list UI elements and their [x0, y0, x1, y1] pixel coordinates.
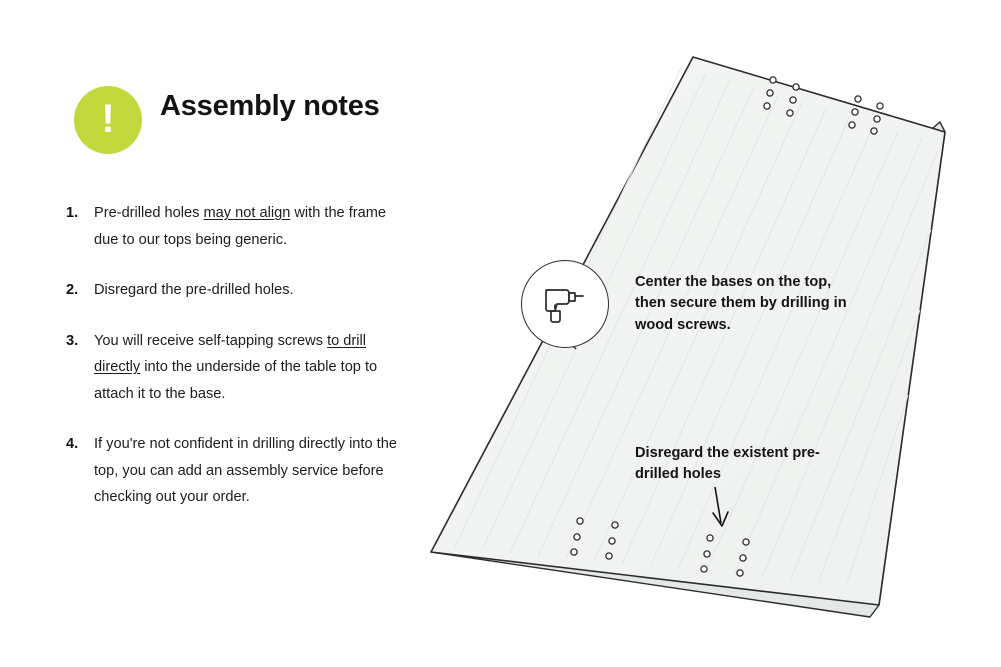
list-item-text: [94, 282, 294, 298]
callout-center-bases: Center the bases on the top, then secure them by drilling in wood screws.: [635, 274, 847, 333]
text-part: Pre-drilled holes: [94, 205, 204, 221]
page-title: Assembly notes: [160, 90, 380, 122]
header-block: [74, 86, 380, 154]
list-item-number: 1.: [66, 205, 79, 221]
list-item-number: 3.: [66, 332, 79, 349]
text-part-underlined: to drill directly: [94, 332, 367, 376]
list-item: [66, 431, 406, 511]
list-item-text: [94, 333, 377, 402]
callout-disregard-holes: Disregard the existent pre-drilled holes: [635, 445, 820, 483]
notes-column: [0, 0, 430, 667]
text-part-underlined: may not align: [203, 205, 291, 221]
text-part: into the underside of the table top to attach it to the base.: [94, 359, 378, 402]
list-item-text: [94, 205, 386, 248]
text-part: with the frame due to our tops being generic.: [94, 205, 387, 248]
list-item: [66, 200, 406, 253]
list-item-number: 4.: [66, 436, 79, 453]
list-item: [66, 328, 406, 408]
text-part: If you're not confident in drilling directly into the top, you can add an assembly service before checking out your order.: [94, 436, 397, 506]
list-item: [66, 277, 406, 304]
exclamation-badge-icon: [74, 86, 142, 154]
text-part: Disregard the pre-drilled holes.: [94, 282, 294, 299]
drill-icon-badge: [521, 260, 609, 348]
list-item-number: 2.: [66, 282, 79, 299]
power-drill-icon: [539, 281, 591, 327]
text-part: You will receive self-tapping screws: [94, 332, 328, 349]
exclamation-mark-glyph: !: [101, 97, 115, 141]
list-item-text: [94, 436, 397, 505]
assembly-notes-list: [66, 200, 406, 535]
